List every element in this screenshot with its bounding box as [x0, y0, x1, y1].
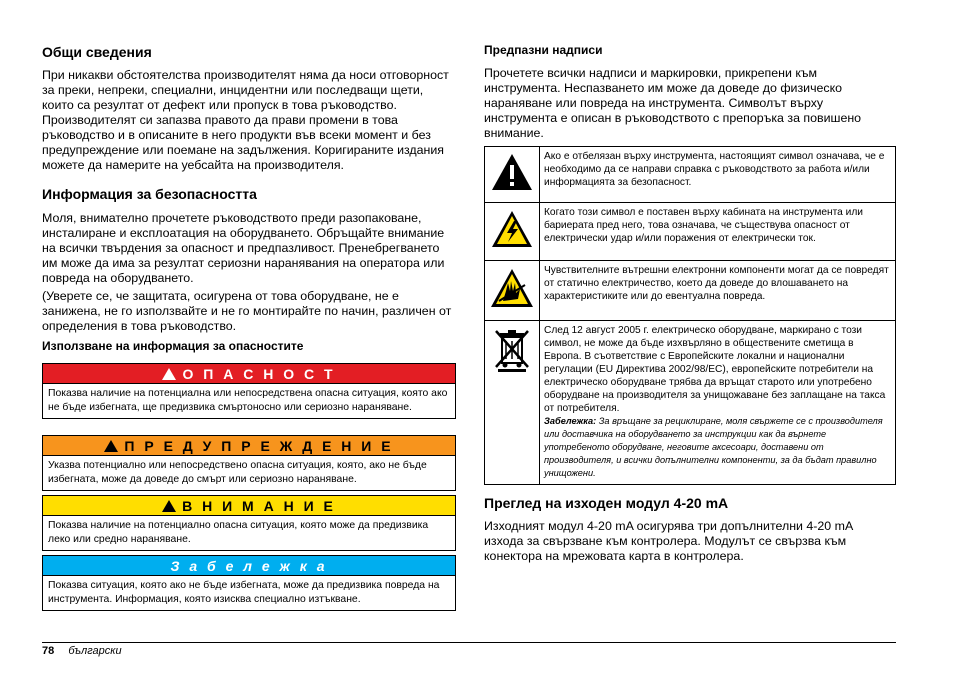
- esd-hand-icon: [489, 267, 535, 309]
- symbol-row: [485, 203, 896, 261]
- module-text: Изходният модул 4-20 mA осигурява три допълнителни 4-20 mA изхода за свързване към контролера. Модулът се свързва към конекторa на мрежовата карта в контролера.: [484, 519, 853, 563]
- hazard-usage-title: Използване на информация за опасностите: [42, 339, 304, 353]
- language-label: български: [68, 645, 122, 657]
- symbol-text: Ако е отбелязан върху инструмента, настоящият символ означава, че е необходимо да се направи справка с ръководството за работа и/или информацията за безопасност.: [540, 147, 896, 203]
- warning-triangle-icon: [162, 500, 176, 512]
- warning-triangle-icon: [104, 440, 118, 452]
- footer-divider: [42, 642, 896, 643]
- danger-label: О П А С Н О С Т: [182, 365, 336, 382]
- symbol-row: [485, 147, 896, 203]
- caution-header: [43, 496, 455, 516]
- symbol-text: Чувствителните вътрешни електронни компоненти могат да се повредят от статично електричество, което да доведе до влошаването на характеристиките или до евентуална повреда.: [540, 261, 896, 321]
- notice-label: З а б е л е ж к а: [170, 557, 328, 574]
- weee-note-text: За връщане за рециклиране, моля свържете се с производителя или доставчика на оборудването за инструкции как да върнете употребеното оборудване, неговите аксесоари, доставени от производителя, и всички допълнителни компоненти, за да бъдат правилно унищожени.: [544, 416, 883, 478]
- symbols-table: [484, 146, 896, 485]
- general-info-title: Общи сведения: [42, 44, 152, 60]
- safety-info-title: Информация за безопасността: [42, 186, 257, 202]
- caution-text: Показва наличие на потенциално опасна ситуация, която може да предизвика леко или средно нараняване.: [48, 520, 429, 545]
- warning-triangle-icon: [162, 368, 176, 380]
- precaution-labels-title: Предпазни надписи: [484, 43, 603, 57]
- module-title: Преглед на изходен модул 4-20 mA: [484, 495, 729, 511]
- notice-text: Показва ситуация, която ако не бъде избегната, може да предизвика повреда на инструмента. Информация, която изисква специално изтъкване.: [48, 580, 440, 605]
- weee-note: [544, 416, 883, 478]
- general-info-text: При никакви обстоятелства производителят няма да носи отговорност за преки, непреки, специални, инцидентни или последващи щети, които са резултат от дефект или пропуск в това ръководство. Производителят си запазва правото да прави промени в това ръководство и в описаните в него продукти във всеки момент и без предупреждение или поемане на задължения. Коригираните издания можете да намерите на уебсайта на производителя.: [42, 68, 449, 172]
- electric-shock-icon: [490, 209, 534, 249]
- symbol-text: Когато този символ е поставен върху кабината на инструмента или бариерата пред него, това означава, че съществува опасност от електрически удар и/или поражения от електрически ток.: [540, 203, 896, 261]
- warning-header: [43, 436, 455, 456]
- caution-label: В Н И М А Н И Е: [182, 497, 336, 514]
- caution-box: [42, 495, 456, 551]
- danger-text: Показва наличие на потенциална или непосредствена опасна ситуация, която ако не бъде избегната, ще предизвика смъртоносно или сериозно нараняване.: [48, 388, 448, 413]
- precaution-labels-text: Прочетете всички надписи и маркировки, прикрепени към инструмента. Неспазването им може да доведе до физическо нараняване или повреда на инструмента. Символът върху инструмента е описан в ръководството с препоръка за повишено внимание.: [484, 66, 862, 140]
- warning-label: П Р Е Д У П Р Е Ж Д Е Н И Е: [124, 437, 394, 454]
- crossed-bin-icon: [492, 327, 532, 373]
- warning-triangle-icon: [490, 152, 534, 192]
- symbol-text: [540, 321, 896, 485]
- warning-box: [42, 435, 456, 491]
- warning-text: Указва потенциално или непосредствено опасна ситуация, която, ако не бъде избегната, може да доведе до смърт или сериозно нараняване.: [48, 460, 427, 485]
- page-number: 78: [42, 645, 55, 657]
- page-footer: [42, 644, 122, 658]
- notice-box: [42, 555, 456, 611]
- danger-box: [42, 363, 456, 419]
- weee-text: След 12 август 2005 г. електрическо оборудване, маркирано с този символ, не може да бъде изхвърляно в обществените сметища в Европа. В съответствие с Европейските локални и национални регулации (EU Директива 2002/98/EC), европейските потребители на електрическо оборудване трябва да връщат старото или употребено оборудване на производителя за унищожаване без заплащане на такса от потребителя.: [544, 325, 886, 414]
- symbol-row: [485, 321, 896, 485]
- weee-note-label: Забележка:: [544, 416, 597, 426]
- safety-info-note: (Уверете се, че защитата, осигурена от това оборудване, не е занижена, не го използвайте и не го монтирайте по начин, различен от определения в това ръководство.: [42, 289, 452, 333]
- symbol-row: [485, 261, 896, 321]
- danger-header: [43, 364, 455, 384]
- notice-header: [43, 556, 455, 576]
- safety-info-text: Моля, внимателно прочетете ръководството преди разопаковане, инсталиране и експлоатация на оборудването. Обръщайте внимание на всички твърдения за опасност и предпазливост. Пренебрегването им може да има за резултат сериозни наранявания на оператора или повреда на оборудването.: [42, 211, 445, 285]
